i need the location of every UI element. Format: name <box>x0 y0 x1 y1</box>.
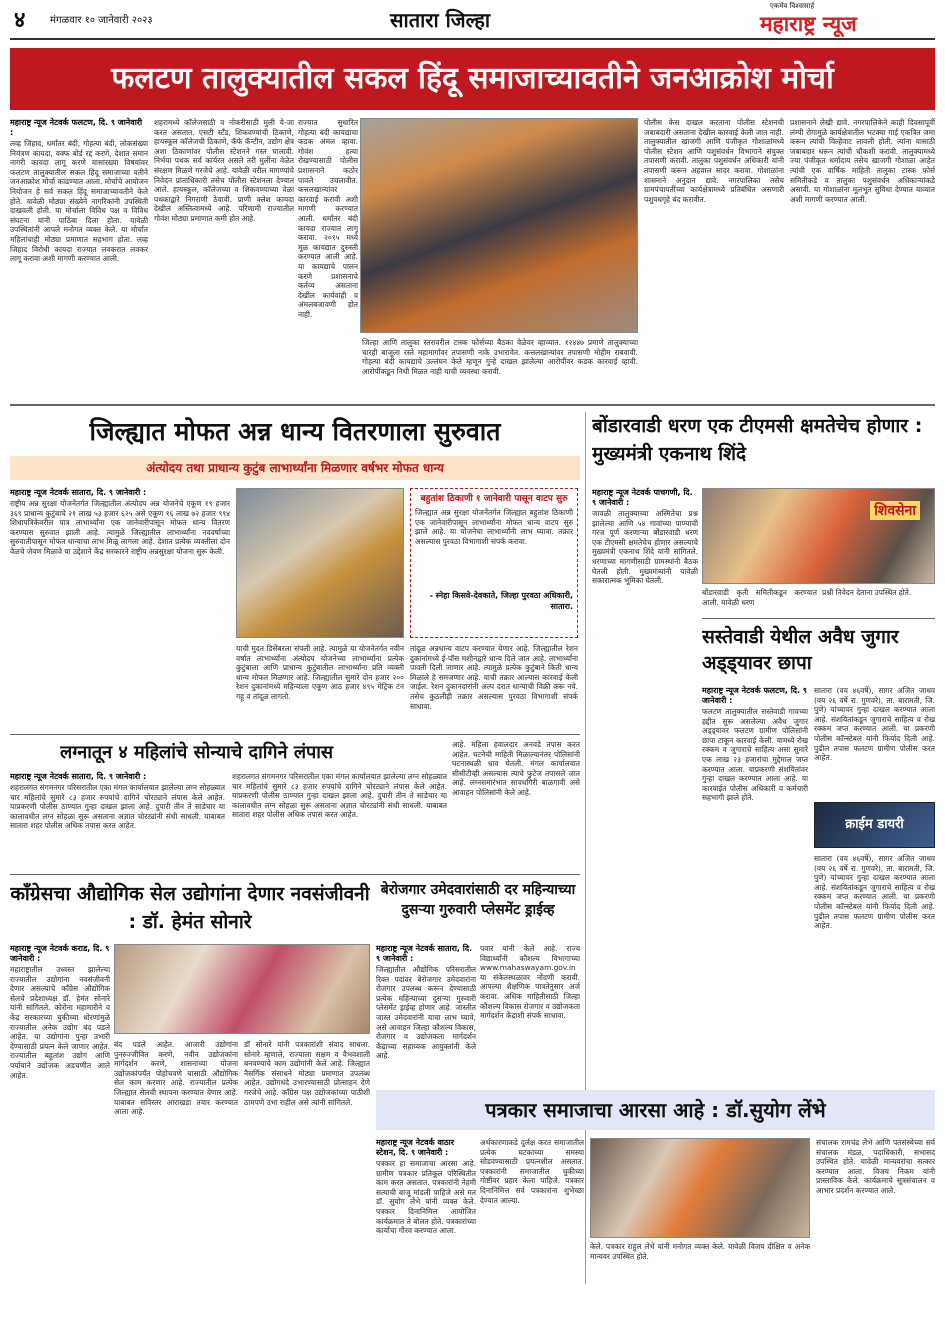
dam-body <box>592 488 698 622</box>
right-column-rule <box>585 412 586 1284</box>
lead-headline: फलटण तालुक्यातील सकल हिंदू समाजाच्यावतीने जनआक्रोश मोर्चा <box>111 61 834 96</box>
gamble-text-2: सातारा (वय ४६वर्षे), सागर अजित जाधव (वय २६ वर्षे रा. गुणवरे), ता. बारामती, जि. पुणे) यांच्यावर गुन्हा दाखल करण्यात आला आहे. संशयितांकडून जुगाराचे साहित्य व रोख रक्कम जप्त करण्यात आली. या प्रकरणी पोलीस कॉन्स्टेबल यांनी फिर्याद दिली आहे. पुढील तपास फलटण ग्रामीण पोलीस करत आहेत. <box>814 686 935 763</box>
congress-body <box>10 944 110 1339</box>
congress-text-2: बंद पडले आहेत. आजारी उद्योगांना पुनरुज्जीवित करणे, नवीन उद्योजकांना मार्गदर्शन करणे, शासनाच्या योजना उद्योजकांपर्यंत पोहोचवणे यासाठी औद्योगिक सेल काम करणार आहे. राज्यातील प्रत्येक जिल्ह्यात सेलची स्थापना करण्यात येणार आहे. याबाबत सविस्तर आराखडा तयार करण्यात आला आहे. <box>114 1040 238 1117</box>
food-quote-sign: - स्नेहा किसवे-देवकाते, जिल्हा पुरवठा अधिकारी, सातारा. <box>429 591 573 611</box>
section-title: सातारा जिल्हा <box>390 8 491 32</box>
dam-byline: महाराष्ट्र न्यूज नेटवर्क पाचगणी, दि. ९ जानेवारी : <box>592 488 693 507</box>
lead-text-6: प्रशासनाने लेखी द्यावे. नगरपालिकेने काही दिवसापूर्वी लंम्पी रोगामुळे कार्यक्षेत्रातील भटक्या गाई एकत्रित जमा करून त्यांची विल्हेवाट लावली होती. त्यांना यासाठी जबाबदार धरून त्यांची चौकशी करावी. तालुक्यामध्ये ज्या पंजीकृत धर्मादाय तसेच खाजगी गोशाळा आहेत त्यांची एक वार्षिक माहिती तालुका टास्क फोर्स समितीकडे व तालुका पशुसंवर्धन अधिकाऱ्यांकडे असावी. या गोशाळांना मूलभूत सुविधा देण्यात याव्यात अशी मागणी करण्यात आली. <box>790 118 935 204</box>
jobs-text-1: जिल्ह्यातील औद्योगिक परिसरातील रिक्त पदांवर बेरोजगार उमेदवारांना रोजगार उपलब्ध करून देण्यासाठी प्रत्येक महिन्याच्या दुसऱ्या गुरुवारी प्लेसमेंट ड्राईव्ह होणार आहे. जास्तीत जास्त उमेदवारांनी याचा लाभ घ्यावे, असे आवाहन जिल्हा कौशल्य विकास, रोजगार व उद्योजकता मार्गदर्शन केंद्राच्या सहाय्यक आयुक्तांनी केले आहे. <box>376 965 476 1061</box>
gold-body <box>10 772 225 868</box>
congress-divider <box>10 874 580 875</box>
press-text-4: संचालक रामचंद्र लेंभे आणि पतसंस्थेच्या सर्व संचालक मंडळ, पदाधिकारी, सभासद उपस्थित होते. यावेळी मान्यवरांचा सत्कार करण्यात आला. विजय निकम यांनी प्रास्ताविक केले. कार्यक्रमाचे सूत्रसंचालन व आभार प्रदर्शन करण्यात आले. <box>816 1138 935 1195</box>
section-divider <box>10 404 935 406</box>
jobs-body <box>376 944 476 1064</box>
food-subhead: अंत्योदय तथा प्राधान्य कुटुंब लाभार्थ्यांना मिळणार वर्षभर मोफत धान्य <box>146 461 444 475</box>
food-body-col1 <box>10 488 230 728</box>
lead-text-4: जिल्हा आणि तालुका स्तरावरील टास्क फोर्सच्या बैठका वेळेवर व्हाव्यात. १२४४७ प्रमाणे तालुक्याच्या चारही बाजूला रस्ते महामार्गावर तपासणी नाके उभारावेत. कत्तलखान्यांवर तपासणी मोहीम राबवावी. गोहत्या बंदी कायद्याचे उल्लंघन केले म्हणून गुन्हे दाखल झालेल्या आरोपींवर कडक कारवाई व्हावी. आरोपींकडून निधी मिळत नाही याची व्यवस्था करावी. <box>362 338 638 376</box>
gold-text-2: शहरालगत संगमनगर परिसरातील एका मंगल कार्यालयात झालेल्या लग्न सोहळ्यात चार महिलांचे सुमारे ८३ हजार रुपयांचे दागिने चोरट्याने लंपास केले आहेत. याप्रकरणी पोलीस ठाण्यात गुन्हा दाखल झाला आहे. दुपारी तीन ते साडेचार या कालावधीत लग्न सोहळा सुरू असताना अज्ञात चोरट्यांनी संधी साधली. याबाबत सातारा शहर पोलीस अधिक तपास करत आहेत. <box>232 772 447 820</box>
lead-text-1: लव्ह जिहाद, धर्मांतर बंदी, गोहत्या बंदी, लोकसंख्या नियंत्रण कायदा, वक्फ बोर्ड रद्द करणे, देशात समान नागरी कायदा लागू करणे यासारख्या विषयांवर फलटण तालुक्यातील सकल हिंदू समाजाच्या वतीने जनआक्रोश मोर्चा काढण्यात आला. मोर्चाचे आयोजन नियोजन हे सर्व सकल हिंदू समाजाच्यावतीने केले होते. यावेळी मोठ्या संख्येने नागरिकांनी उपस्थिती दाखवली होती. या मोर्चाला विविध पक्ष व विविध संघटना यांनी पाठिंबा दिला होता. यावेळी उपस्थितांनी आपले मनोगत व्यक्त केले. या मोर्चात महिलांचाही मोठ्या प्रमाणात सहभाग होता. लव्ह जिहाद विरोधी कायदा राज्यात लवकरात लवकर लागू करावा अशी मागणी करण्यात आली. <box>10 139 148 264</box>
lead-text-2: शहरामध्ये कॉलेजसाठी व नोकरीसाठी मुली ये-जा करत असतात. एसटी स्टँड, शिकवण्यांची ठिकाणे, हायस्कूल कॉलेजची ठिकाणे, कॅफे कॅन्टीन, उद्योग क्षेत्र अशा ठिकाणांवर पोलीस स्टेशनने गस्त घालावी. निर्भया पथक सर्व कार्यरत असले तरी मुलींना वेळेत संरक्षण मिळणे गरजेचे आहे. यावेळी वरील मागण्यांचे निवेदन प्रांताधिकारी तसेच पोलीस स्टेशनला देण्यात आले. हायस्कूल, कॉलेजच्या व शिकवण्याच्या वेळा पथकाद्वारे निगराणी ठेवावी. प्राणी क्लेश कायदा देखील अस्तित्वामध्ये आहे. परिणामी राज्यातील गोवंश मोठ्या प्रमाणात कमी होत आहे. <box>154 118 294 223</box>
crime-diary-label: क्राईम डायरी <box>845 817 904 832</box>
gold-text: शहरालगत संगमनगर परिसरातील एका मंगल कार्यालयात झालेल्या लग्न सोहळ्यात चार महिलांचे सुमारे ८३ हजार रुपयांचे दागिने चोरट्याने लंपास केले आहेत. याप्रकरणी पोलीस ठाण्यात गुन्हा दाखल झाला आहे. दुपारी तीन ते साडेचार या कालावधीत लग्न सोहळा सुरू असताना अज्ञात चोरट्यांनी संधी साधली. याबाबत सातारा शहर पोलीस अधिक तपास करत आहेत. <box>10 783 225 831</box>
dam-text: जावळी तालुक्याच्या अस्मितेचा प्रश्न झालेल्या आणि ५४ गावांच्या पाण्याची गरज पूर्ण करणाऱ्या बोंडारवाडी धरण एक टीएमसी क्षमतेचेच होणार असल्याचे मुख्यमंत्री एकनाथ शिंदे यांनी सांगितले. धरणाच्या मागणीसाठी ग्रामस्थांनी बैठक घेतली होती. मुख्यमंत्र्यांनी यावेळी सकारात्मक भूमिका घेतली. <box>592 509 698 586</box>
gamble-headline: सस्तेवाडी येथील अवैध जुगार अड्ड्यावर छापा <box>702 626 899 674</box>
food-quote-box <box>410 488 578 638</box>
lead-text-5: पोलीस केस दाखल करताना पोलीस स्टेशनची जबाबदारी असताना देखील कारवाई केली जात नाही. तालुक्यातील खाजगी आणि पंजीकृत गोशाळांमध्ये पोलीस स्टेशन आणि पशुसंवर्धन विभागाने संयुक्त तपासणी करावी. तालुका पशुसंवर्धन अधिकारी यांनी तपासणी करून अहवाल सादर करावा. गोशाळांना शासनाने अनुदान द्यावे. नगरपालिका तसेच ग्रामपंचायतींच्या कार्यक्षेत्रामध्ये प्रतिबंधित असणारी पशुवधगृहे बंद करावीत. <box>644 118 784 204</box>
press-text-1: पत्रकार हा समाजाचा आरसा आहे. ग्रामीण पत्रकार प्रतिकूल परिस्थितीत काम करत असतात. पत्रकारांनी नेहमी सत्याची बाजू मांडली पाहिजे असे मत डॉ. सुयोग लेंभे यांनी व्यक्त केले. पत्रकार दिनानिमित्त आयोजित कार्यक्रमात ते बोलत होते. पत्रकारांच्या कार्याचा गौरव करण्यात आला. <box>376 1159 476 1236</box>
issue-date: मंगळवार १० जानेवारी २०२३ <box>50 15 153 26</box>
press-headline: पत्रकार समाजाचा आरसा आहे : डॉ.सुयोग लेंभे <box>485 1098 826 1122</box>
press-text-2: अर्थकारणाकडे दुर्लक्ष करत समाजातील प्रत्येक घटकाच्या समस्या सोडवण्यासाठी प्रयत्नशील असतात. पत्रकारांनी समाजातील चुकीच्या गोष्टींवर प्रहार केला पाहिजे. पत्रकार दिनानिमित्त सर्व पत्रकारांना शुभेच्छा देण्यात आल्या. <box>480 1138 584 1205</box>
dam-headline: बोंडारवाडी धरण एक टीएमसी क्षमतेचेच होणार : मुख्यमंत्री एकनाथ शिंदे <box>592 415 923 465</box>
jobs-byline: महाराष्ट्र न्यूज नेटवर्क सातारा, दि. ९ जानेवारी : <box>376 944 473 963</box>
lead-text-3: राज्यात सुधारित गोहत्या बंदी कायद्याचा कडक अंमल व्हावा. गोवंश हत्या रोखण्यासाठी पोलीस प्रशासनाने कठोर पावले उचलावीत. कत्तलखान्यांवर कारवाई करावी अशी मागणी करण्यात आली. धर्मांतर बंदी कायदा राज्यात लागू करावा. २०१५ मध्ये मूळ कायद्यात दुरुस्ती करण्यात आली आहे. या कायद्याचे पालन करणे प्रशासनाचे कर्तव्य असताना देखील कार्यवाही व अंमलबजावणी होत नाही. <box>298 118 358 319</box>
brand-tagline: एकमेव विश्वासार्ह <box>770 2 815 10</box>
press-caption: केले. पत्रकार राहुल लेंभे यांनी मनोगत व्यक्त केले. यावेळी विजय दीक्षित व अनेक मान्यवर उपस्थित होते. <box>590 1242 810 1261</box>
food-text-2: याची मुदत डिसेंबरला संपली आहे. त्यामुळे या योजनेतर्गत नवीन वर्षात लाभार्थ्यांना अंत्योदय योजनेच्या लाभार्थ्यांना प्रत्येक कुटुंबाला आणि प्राधान्य कुटुंबातील लाभार्थ्यांना प्रति व्यक्ती धान्य मोफत मिळणार आहे. जिल्ह्यातील सुमारे दोन हजार २०० रेशन दुकानांमध्ये महिन्याला एकूण आठ हजार ४९५ मेट्रिक टन गहू व तांदूळ लागतो. <box>236 644 404 701</box>
gamble-text: फलटण तालुक्यातील सस्तेवाडी गावच्या हद्दीत सुरू असलेल्या अवैध जुगार अड्ड्यावर फलटण ग्रामीण पोलिसांनी छापा टाकून कारवाई केली. यामध्ये रोख रक्कम व जुगाराचे साहित्य असा सुमारे एक लाख २३ हजारांचा मुद्देमाल जप्त करण्यात आला. याप्रकरणी संशयितांवर गुन्हा दाखल करण्यात आला आहे. या कारवाईत पोलीस अधिकारी व कर्मचारी सहभागी झाले होते. <box>702 707 808 803</box>
dam-caption-2: प्रश्नी निवेदन देताना उपस्थित होते. <box>822 588 912 597</box>
congress-photo <box>114 944 370 1034</box>
lead-byline: महाराष्ट्र न्यूज नेटवर्क फलटण, दि. ९ जानेवारी : <box>10 118 143 137</box>
food-byline: महाराष्ट्र न्यूज नेटवर्क सातारा, दि. ९ जानेवारी : <box>10 488 147 497</box>
masthead-rule <box>10 38 935 40</box>
gold-byline: महाराष्ट्र न्यूज नेटवर्क सातारा, दि. ९ जानेवारी : <box>10 772 147 781</box>
food-text-3: तांदूळ अन्नधान्य वाटप करण्यात येणार आहे. जिल्ह्यातील रेशन दुकानांमध्ये ई-पॉस मशीनद्वारे धान्य दिले जात आहे. लाभार्थ्यांना पावती दिली जाणार आहे. त्यामुळे प्रत्येक कुटुंबाने किती धान्य मिळाले हे समजणार आहे. याची तक्रार आल्यास कारवाई केली जाईल. रेशन दुकानदारांनी अल्प दरात धान्याची विक्री करू नये. तसेच कुठलीही तक्रार असल्यास पुरवठा विभागाशी संपर्क साधावा. <box>410 644 578 711</box>
dam-caption: बोंडारवाडी कृती समितीकडून करण्यात आली. यावेळी धरण <box>702 588 817 607</box>
congress-byline: महाराष्ट्र न्यूज नेटवर्क कराड, दि. ९ जानेवारी : <box>10 944 110 963</box>
food-text-1: राष्ट्रीय अन्न सुरक्षा योजनेंतर्गत जिल्ह्यातील अंत्योदय अन्न योजनेचे एकूण १९ हजार ३६९ प्राधान्य कुटुंबाचे २१ लाख ५३ हजार ६२५ असे एकूण १६ लाख ७२ हजार ९९४ शिधापत्रिकेवरील पात्र लाभार्थ्यांना एक जानेवारीपासून मोफत धान्य वितरण करण्यास सुरुवात झाली आहे. त्यामुळे जिल्ह्यातील लाभार्थ्यांना नववर्षाच्या सुरुवातीपासून मोफत धान्याचा लाभ मिळू लागला आहे. देशात प्रत्येक व्यक्तीला दोन वेळचे जेवण मिळावे या उद्देशाने केंद्र सरकारने राष्ट्रीय अन्नसुरक्षा योजना सुरू केली. <box>10 499 230 556</box>
press-byline: महाराष्ट्र न्यूज नेटवर्क वाठार स्टेशन, दि. ९ जानेवारी : <box>376 1138 454 1157</box>
masthead <box>0 0 945 40</box>
dam-photo <box>702 488 935 584</box>
press-body <box>376 1138 476 1338</box>
crime-diary-badge <box>814 802 935 848</box>
press-photo <box>590 1138 810 1238</box>
lead-photo <box>360 118 638 333</box>
dam-divider <box>702 618 935 619</box>
gold-text-3: आहे. महिला हवालदार अनवडे तपास करत आहेत. घटनेची माहिती मिळाल्यानंतर पोलिसांनी घटनास्थळी धाव घेतली. मंगल कार्यालयात सीसीटीव्ही असल्यास त्याचे फुटेज तपासले जात आहे. लग्नसमारंभात सावधगिरी बाळगावी असे आवाहन पोलिसांनी केले आहे. <box>452 740 580 797</box>
food-quote-title: बहुतांश ठिकाणी १ जानेवारी पासून वाटप सुरु <box>420 494 568 504</box>
congress-text-1: महाराष्ट्रातील उध्वस्त झालेल्या राज्यातील उद्योगांना नवसंजीवनी देणार असल्याचे काँग्रेस औद्योगिक सेलचे प्रदेशाध्यक्ष डॉ. हेमंत सोनारे यांनी सांगितले. कोरोना महामारीने व केंद्र सरकारच्या चुकीच्या धोरणांमुळे राज्यातील अनेक उद्योग बंद पडले आहेत. या उद्योगांना पुन्हा उभारी देण्यासाठी प्रयत्न केले जाणार आहेत. राज्यातील बहुतांश उद्योग आणि पर्यायाने उद्योजक अडचणीत आले आहेत. <box>10 965 110 1080</box>
food-headline: जिल्ह्यात मोफत अन्न धान्य वितरणाला सुरुवात <box>89 417 501 446</box>
gold-headline: लग्नातून ४ महिलांचे सोन्याचे दागिने लंपास <box>60 742 334 763</box>
food-quote-body: जिल्ह्यात अन्न सुरक्षा योजनेंतर्गत जिल्ह्यात बहुतांश ठिकाणी एक जानेवारीपासून लाभार्थ्यांना मोफत धान्य वाटप सुरु झाले आहे. या योजनेचा लाभार्थ्यांनी लाभ घ्यावा. तक्रार असल्यास पुरवठा विभागाशी संपर्क करावा. <box>415 508 573 546</box>
lead-body-col1 <box>10 118 148 398</box>
page-number: ४ <box>14 8 26 33</box>
congress-text-3: डॉ सोनारे यांनी पत्रकारांशी संवाद साधला. सोनारे म्हणाले, राज्याला सक्षम व वैभवशाली बनवण्याचे काम उद्योगांनी केले आहे. जिल्ह्यात नैसर्गिक संसाधने मोठ्या प्रमाणात उपलब्ध आहेत. उद्योगधंदे उभारण्यासाठी प्रोत्साहन देणे गरजेचे आहे. काँग्रेस पक्ष उद्योजकांच्या पाठीशी ठामपणे उभा राहील असे त्यांनी सांगितले. <box>244 1040 370 1107</box>
food-photo <box>236 488 404 638</box>
gamble-text-3: सातारा (वय ४६वर्षे), सागर अजित जाधव (वय २६ वर्षे रा. गुणवरे), ता. बारामती, जि. पुणे) यांच्यावर गुन्हा दाखल करण्यात आला आहे. संशयितांकडून जुगाराचे साहित्य व रोख रक्कम जप्त करण्यात आली. या प्रकरणी पोलीस कॉन्स्टेबल यांनी फिर्याद दिली आहे. पुढील तपास फलटण ग्रामीण पोलीस करत आहेत. <box>814 854 935 931</box>
jobs-text-2: पवार यांनी केले आहे. राज्य विद्यार्थ्यांनी कौशल्य विभागाच्या www.mahaswayam.gov.in या संकेतस्थळावर नोंदणी करावी. आपल्या शैक्षणिक पात्रतेनुसार अर्ज करावा. अधिक माहितीसाठी जिल्हा कौशल्य विकास रोजगार व उद्योजकता मार्गदर्शन केंद्राशी संपर्क साधावा. <box>480 944 580 1021</box>
congress-headline: काँग्रेसचा औद्योगिक सेल उद्योगांना देणार नवसंजीवनी : डॉ. हेमंत सोनारे <box>10 883 370 933</box>
gamble-byline: महाराष्ट्र न्यूज नेटवर्क फलटण, दि. ९ जानेवारी : <box>702 686 808 705</box>
gold-divider <box>10 734 580 735</box>
jobs-headline: बेरोजगार उमेदवारांसाठी दर महिन्याच्या दुसऱ्या गुरुवारी प्लेसमेंट ड्राईव्ह <box>380 882 576 918</box>
brand-logo: महाराष्ट्र न्यूज <box>760 12 857 36</box>
dam-banner-text: शिवसेना <box>870 501 920 520</box>
